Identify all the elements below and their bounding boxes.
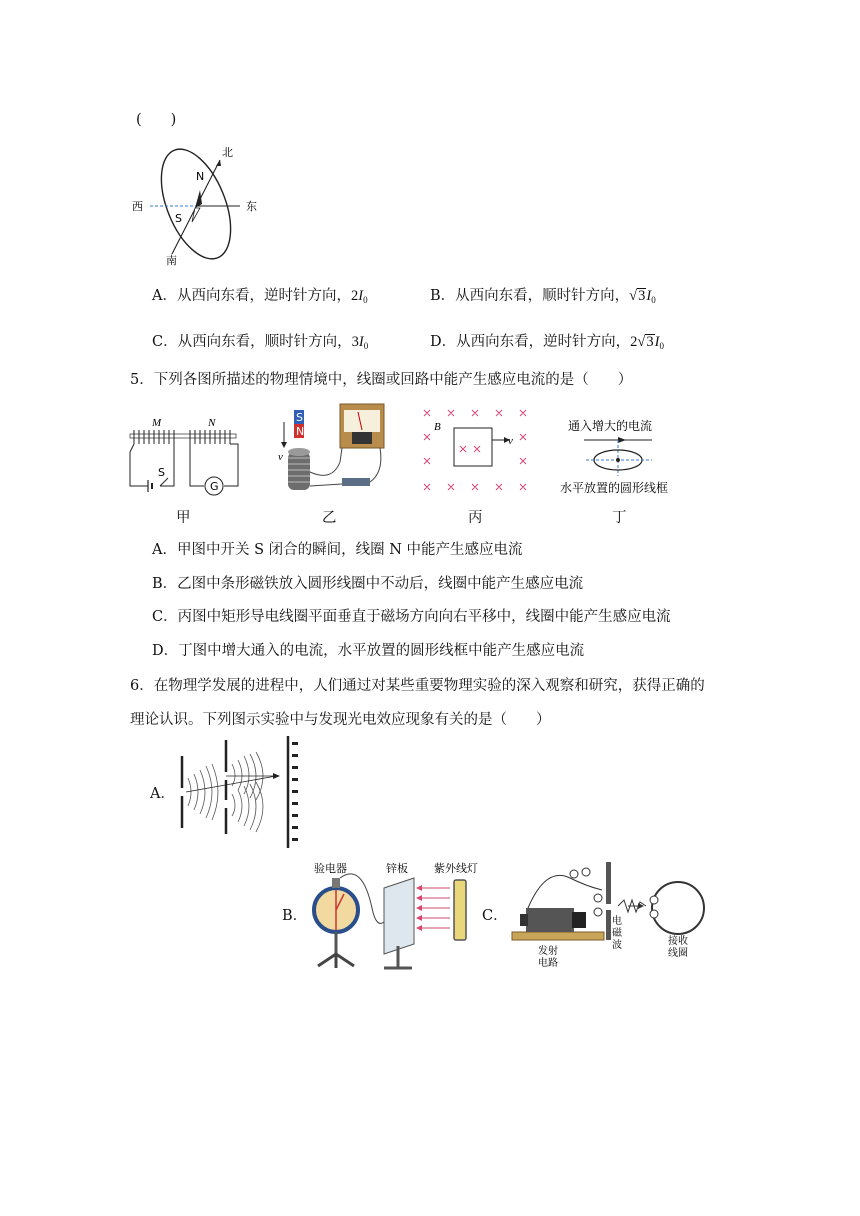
south-label: 南	[166, 254, 177, 267]
uv-rays	[418, 888, 450, 928]
ding-top-label: 通入增大的电流	[568, 419, 653, 433]
caption-jia: 甲	[176, 510, 191, 526]
caption-yi: 乙	[322, 510, 337, 526]
coils	[134, 430, 230, 444]
em-wave-figure	[506, 862, 716, 970]
q5-option-d[interactable]: D．丁图中增大通入的电流，水平放置的圆形线框中能产生感应电流	[152, 643, 585, 659]
caption-bing: 丙	[468, 510, 483, 526]
emit-label-1: 发射	[538, 946, 558, 957]
interference-fringes	[292, 742, 298, 841]
galvanometer-label: G	[210, 480, 219, 493]
figure-bing	[418, 406, 538, 500]
emit-label-2: 电路	[538, 958, 558, 969]
figure-jia	[126, 412, 244, 502]
double-slit-figure	[176, 736, 306, 848]
velocity-label: v	[508, 435, 513, 447]
q6-option-c[interactable]: C．	[482, 908, 508, 924]
zinc-plate-label: 锌板	[386, 862, 408, 875]
east-label: 东	[246, 200, 257, 213]
q5-stem: 5．下列各图所描述的物理情境中，线圈或回路中能产生感应电流的是（ ）	[130, 372, 633, 388]
recv-label-1: 接收	[668, 936, 688, 947]
uv-lamp	[454, 880, 466, 940]
q6-stem-line2: 理论认识。下列图示实验中与发现光电效应现象有关的是（ ）	[130, 712, 551, 728]
em-label-1: 电	[612, 916, 622, 927]
receiver-loop	[652, 882, 704, 934]
figure-ding	[560, 414, 700, 500]
figure-yi	[272, 402, 390, 500]
q5-option-b[interactable]: B．乙图中条形磁铁放入圆形线圈中不动后，线圈中能产生感应电流	[152, 576, 584, 592]
electroscope-label: 验电器	[314, 862, 347, 875]
q4-option-a[interactable]: A．从西向东看，逆时针方向，$2I_0$	[152, 288, 368, 305]
switch-s-label: S	[158, 466, 165, 479]
field-b-label: B	[434, 421, 441, 433]
photoelectric-figure	[302, 858, 492, 976]
switch-base	[342, 478, 370, 486]
compass-needle-n	[195, 190, 202, 208]
ding-bottom-label: 水平放置的圆形线框	[560, 481, 669, 495]
uv-lamp-label: 紫外线灯	[434, 862, 478, 875]
q6-option-b[interactable]: B．	[282, 908, 308, 924]
induction-coil	[526, 908, 574, 932]
velocity-label: v	[278, 451, 283, 463]
em-label-2: 磁	[612, 928, 622, 939]
compass-needle-s	[192, 208, 200, 222]
em-label-3: 波	[612, 940, 622, 951]
west-label: 西	[132, 200, 143, 213]
caption-ding: 丁	[612, 510, 627, 526]
q4-option-b[interactable]: B．从西向东看，顺时针方向，$√3I_0$	[430, 288, 656, 305]
zinc-plate	[384, 878, 414, 954]
compass-loop-figure	[128, 142, 268, 266]
q5-option-a[interactable]: A．甲图中开关 S 闭合的瞬间，线圈 N 中能产生感应电流	[152, 542, 523, 558]
rectangular-coil	[454, 428, 492, 466]
magnet-n-label: N	[296, 425, 305, 438]
needle-s-label: S	[175, 212, 182, 225]
q6-stem-line1: 6．在物理学发展的进程中，人们通过对某些重要物理实验的深入观察和研究，获得正确的	[130, 678, 705, 694]
q6-option-a[interactable]: A．	[150, 786, 175, 802]
q5-option-c[interactable]: C．丙图中矩形导电线圈平面垂直于磁场方向向右平移中，线圈中能产生感应电流	[152, 609, 671, 625]
magnet-s-label: S	[296, 411, 303, 424]
answer-paren: ( )	[136, 112, 177, 128]
needle-n-label: N	[196, 170, 205, 183]
base-board	[512, 932, 604, 940]
north-label: 北	[222, 146, 233, 159]
coil-n-label: N	[208, 417, 216, 429]
q4-option-d[interactable]: D．从西向东看，逆时针方向，$2√3I_0$	[430, 334, 664, 351]
coil-m-label: M	[152, 417, 162, 429]
q4-option-c[interactable]: C．从西向东看，顺时针方向，$3I_0$	[152, 334, 369, 351]
recv-label-2: 线圈	[668, 948, 688, 959]
